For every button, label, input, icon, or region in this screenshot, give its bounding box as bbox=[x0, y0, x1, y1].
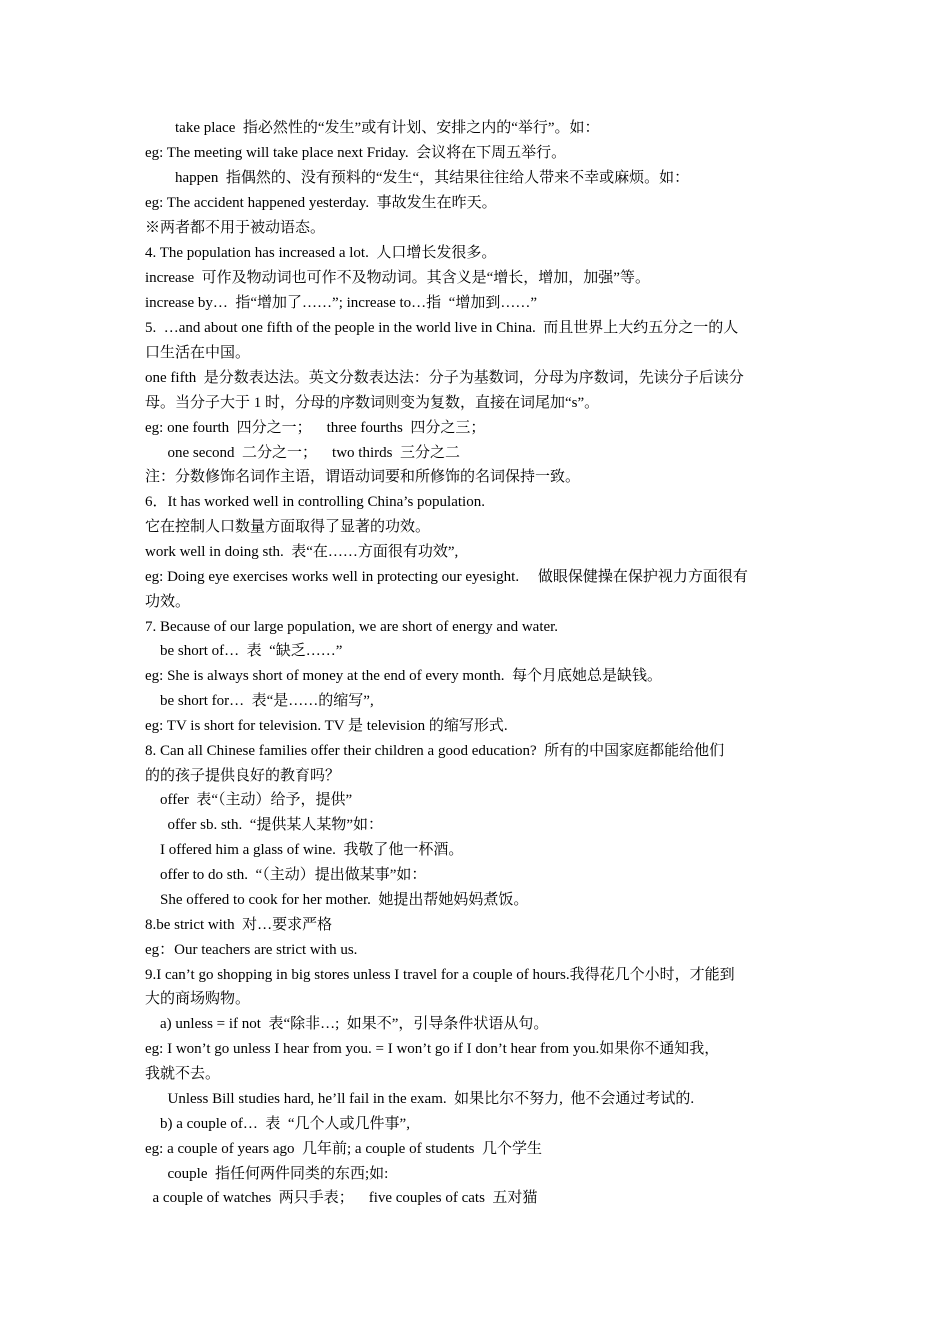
text-line: eg: The accident happened yesterday. 事故发生在昨天。 bbox=[145, 195, 497, 211]
text-line: offer 表“（主动）给予，提供” bbox=[145, 792, 353, 808]
text-line: a couple of watches 两只手表； five couples of cats 五对猫 bbox=[145, 1190, 538, 1206]
text-line: happen 指偶然的、没有预料的“发生“，其结果往往给人带来不幸或麻烦。如： bbox=[145, 170, 690, 186]
text-line: eg: TV is short for television. TV 是 television 的缩写形式. bbox=[145, 718, 508, 734]
text-line: one fifth 是分数表达法。英文分数表达法：分子为基数词，分母为序数词，先读分子后读分 bbox=[145, 370, 744, 386]
text-line: work well in doing sth. 表“在……方面很有功效”, bbox=[145, 544, 459, 560]
text-line: be short for… 表“是……的缩写”, bbox=[145, 693, 374, 709]
text-line: 口生活在中国。 bbox=[145, 345, 251, 361]
text-line: eg: I won’t go unless I hear from you. = I won’t go if I don’t hear from you.如果你不通知我， bbox=[145, 1041, 720, 1057]
text-line: b) a couple of… 表 “几个人或几件事”, bbox=[145, 1116, 410, 1132]
text-line: 母。当分子大于 1 时，分母的序数词则变为复数，直接在词尾加“s”。 bbox=[145, 395, 600, 411]
text-line: one second 二分之一； two thirds 三分之二 bbox=[145, 445, 460, 461]
text-line: 它在控制人口数量方面取得了显著的功效。 bbox=[145, 519, 431, 535]
text-line: I offered him a glass of wine. 我敬了他一杯酒。 bbox=[145, 842, 464, 858]
text-line: eg: one fourth 四分之一； three fourths 四分之三； bbox=[145, 420, 486, 436]
text-line: 8. Can all Chinese families offer their children a good education? 所有的中国家庭都能给他们 bbox=[145, 743, 725, 759]
text-line: eg: Doing eye exercises works well in protecting our eyesight. 做眼保健操在保护视力方面很有 bbox=[145, 569, 748, 585]
text-line: 4. The population has increased a lot. 人口增长发很多。 bbox=[145, 245, 497, 261]
text-line: She offered to cook for her mother. 她提出帮她妈妈煮饭。 bbox=[145, 892, 529, 908]
text-line: offer sb. sth. “提供某人某物”如： bbox=[145, 817, 384, 833]
text-line: be short of… 表 “缺乏……” bbox=[145, 643, 343, 659]
text-line: eg：Our teachers are strict with us. bbox=[145, 942, 358, 958]
text-line: increase 可作及物动词也可作不及物动词。其含义是“增长，增加，加强”等。 bbox=[145, 270, 650, 286]
text-line: Unless Bill studies hard, he’ll fail in the exam. 如果比尔不努力, 他不会通过考试的. bbox=[145, 1091, 695, 1107]
text-line: 注：分数修饰名词作主语，谓语动词要和所修饰的名词保持一致。 bbox=[145, 469, 581, 485]
text-line: increase by… 指“增加了……”; increase to…指 “增加到……” bbox=[145, 295, 537, 311]
text-line: a) unless = if not 表“除非…; 如果不”，引导条件状语从句。 bbox=[145, 1016, 549, 1032]
text-line: 9.I can’t go shopping in big stores unless I travel for a couple of hours.我得花几个小时，才能到 bbox=[145, 967, 735, 983]
text-line: eg: The meeting will take place next Friday. 会议将在下周五举行。 bbox=[145, 145, 567, 161]
text-line: take place 指必然性的“发生”或有计划、安排之内的“举行”。如： bbox=[145, 120, 600, 136]
text-line: offer to do sth. “（主动）提出做某事”如： bbox=[145, 867, 427, 883]
text-line: 6．It has worked well in controlling China’s population. bbox=[145, 494, 485, 510]
text-line: 大的商场购物。 bbox=[145, 991, 251, 1007]
text-line: 的的孩子提供良好的教育吗？ bbox=[145, 768, 341, 784]
text-line: eg: She is always short of money at the end of every month. 每个月底她总是缺钱。 bbox=[145, 668, 663, 684]
text-line: 5. …and about one fifth of the people in the world live in China. 而且世界上大约五分之一的人 bbox=[145, 320, 739, 336]
text-line: ※两者都不用于被动语态。 bbox=[145, 220, 326, 236]
text-line: 功效。 bbox=[145, 594, 191, 610]
text-line: 7. Because of our large population, we are short of energy and water. bbox=[145, 619, 559, 635]
text-line: 8.be strict with 对…要求严格 bbox=[145, 917, 333, 933]
text-line: 我就不去。 bbox=[145, 1066, 221, 1082]
text-line: couple 指任何两件同类的东西;如: bbox=[145, 1166, 389, 1182]
text-line: eg: a couple of years ago 几年前; a couple of students 几个学生 bbox=[145, 1141, 542, 1157]
